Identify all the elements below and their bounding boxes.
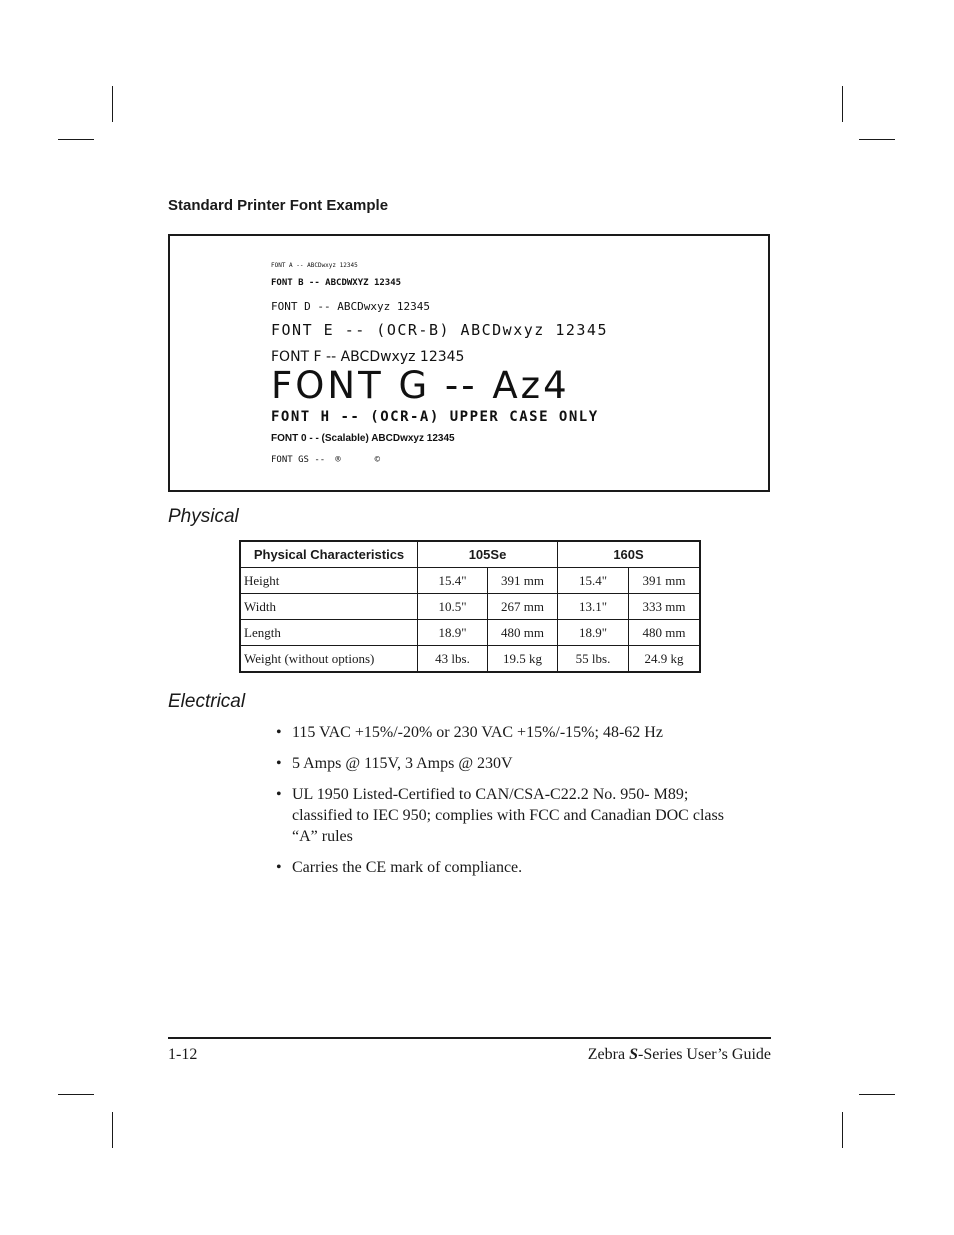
bullet-icon: • — [276, 724, 282, 741]
list-item-text: UL 1950 Listed-Certified to CAN/CSA-C22.2 No. 950- M89; classified to IEC 950; complies with FCC and Canadian DOC class “A” rules — [292, 786, 724, 845]
table-cell: 18.9" — [558, 620, 629, 646]
font-sample-b: FONT B -- ABCDWXYZ 12345 — [271, 278, 402, 288]
table-cell: 480 mm — [488, 620, 558, 646]
crop-mark-top-left-vertical — [112, 86, 113, 122]
table-cell: 267 mm — [488, 594, 558, 620]
table-cell: 18.9" — [418, 620, 488, 646]
electrical-bullet-list — [276, 722, 736, 888]
crop-mark-top-right-vertical — [842, 86, 843, 122]
font-sample-e: FONT E -- (OCR-B) ABCDwxyz 12345 — [271, 321, 608, 339]
table-cell: 43 lbs. — [418, 646, 488, 673]
table-cell-label: Weight (without options) — [240, 646, 418, 673]
table-cell: 391 mm — [488, 568, 558, 594]
table-cell-label: Height — [240, 568, 418, 594]
table-row — [240, 568, 700, 594]
table-cell: 391 mm — [629, 568, 701, 594]
table-cell: 55 lbs. — [558, 646, 629, 673]
list-item — [276, 784, 736, 847]
copyright-symbol: © — [374, 455, 381, 465]
font-sample-h: FONT H -- (OCR-A) UPPER CASE ONLY — [271, 409, 599, 425]
table-cell: 480 mm — [629, 620, 701, 646]
table-header-characteristics: Physical Characteristics — [240, 541, 418, 568]
guide-title-prefix: Zebra — [587, 1046, 630, 1063]
table-header-160s: 160S — [558, 541, 701, 568]
list-item — [276, 753, 736, 774]
table-header-105se: 105Se — [418, 541, 558, 568]
font-sample-gs-label: FONT GS -- — [271, 455, 326, 465]
list-item-text: Carries the CE mark of compliance. — [292, 859, 523, 876]
font-sample-gs — [271, 455, 380, 465]
table-row — [240, 620, 700, 646]
table-header-row — [240, 541, 700, 568]
list-item-text: 5 Amps @ 115V, 3 Amps @ 230V — [292, 755, 513, 772]
table-row — [240, 646, 700, 673]
bullet-icon: • — [276, 859, 282, 876]
page-number: 1-12 — [168, 1046, 198, 1063]
crop-mark-bottom-left-vertical — [112, 1112, 113, 1148]
table-cell: 15.4" — [558, 568, 629, 594]
footer-rule — [168, 1037, 771, 1039]
bullet-icon: • — [276, 786, 282, 803]
crop-mark-bottom-right-horizontal — [859, 1094, 895, 1095]
electrical-heading: Electrical — [168, 691, 246, 712]
table-cell: 19.5 kg — [488, 646, 558, 673]
physical-characteristics-table — [239, 540, 701, 673]
font-sample-a: FONT A -- ABCDwxyz 12345 — [271, 262, 358, 269]
table-cell-label: Width — [240, 594, 418, 620]
font-sample-g: FONT G -- Az4 — [271, 364, 570, 407]
crop-mark-top-left-horizontal — [58, 139, 94, 140]
table-cell: 13.1" — [558, 594, 629, 620]
table-cell: 333 mm — [629, 594, 701, 620]
table-cell: 15.4" — [418, 568, 488, 594]
physical-heading: Physical — [168, 506, 239, 527]
table-row — [240, 594, 700, 620]
font-sample-box — [168, 234, 770, 492]
guide-title — [588, 1046, 771, 1064]
crop-mark-top-right-horizontal — [859, 139, 895, 140]
table-cell: 10.5" — [418, 594, 488, 620]
crop-mark-bottom-left-horizontal — [58, 1094, 94, 1095]
font-sample-0: FONT 0 - - (Scalable) ABCDwxyz 12345 — [271, 433, 455, 444]
table-cell: 24.9 kg — [629, 646, 701, 673]
registered-symbol: ® — [335, 455, 341, 465]
font-sample-d: FONT D -- ABCDwxyz 12345 — [271, 300, 430, 313]
bullet-icon: • — [276, 755, 282, 772]
list-item — [276, 722, 736, 743]
font-sample-f: FONT F -- ABCDwxyz 12345 — [271, 349, 465, 365]
guide-title-suffix: -Series User’s Guide — [637, 1046, 771, 1063]
table-cell-label: Length — [240, 620, 418, 646]
list-item-text: 115 VAC +15%/-20% or 230 VAC +15%/-15%; 48-62 Hz — [292, 724, 663, 741]
list-item — [276, 857, 736, 878]
guide-title-series: S — [629, 1046, 638, 1063]
crop-mark-bottom-right-vertical — [842, 1112, 843, 1148]
section-title: Standard Printer Font Example — [168, 197, 389, 214]
